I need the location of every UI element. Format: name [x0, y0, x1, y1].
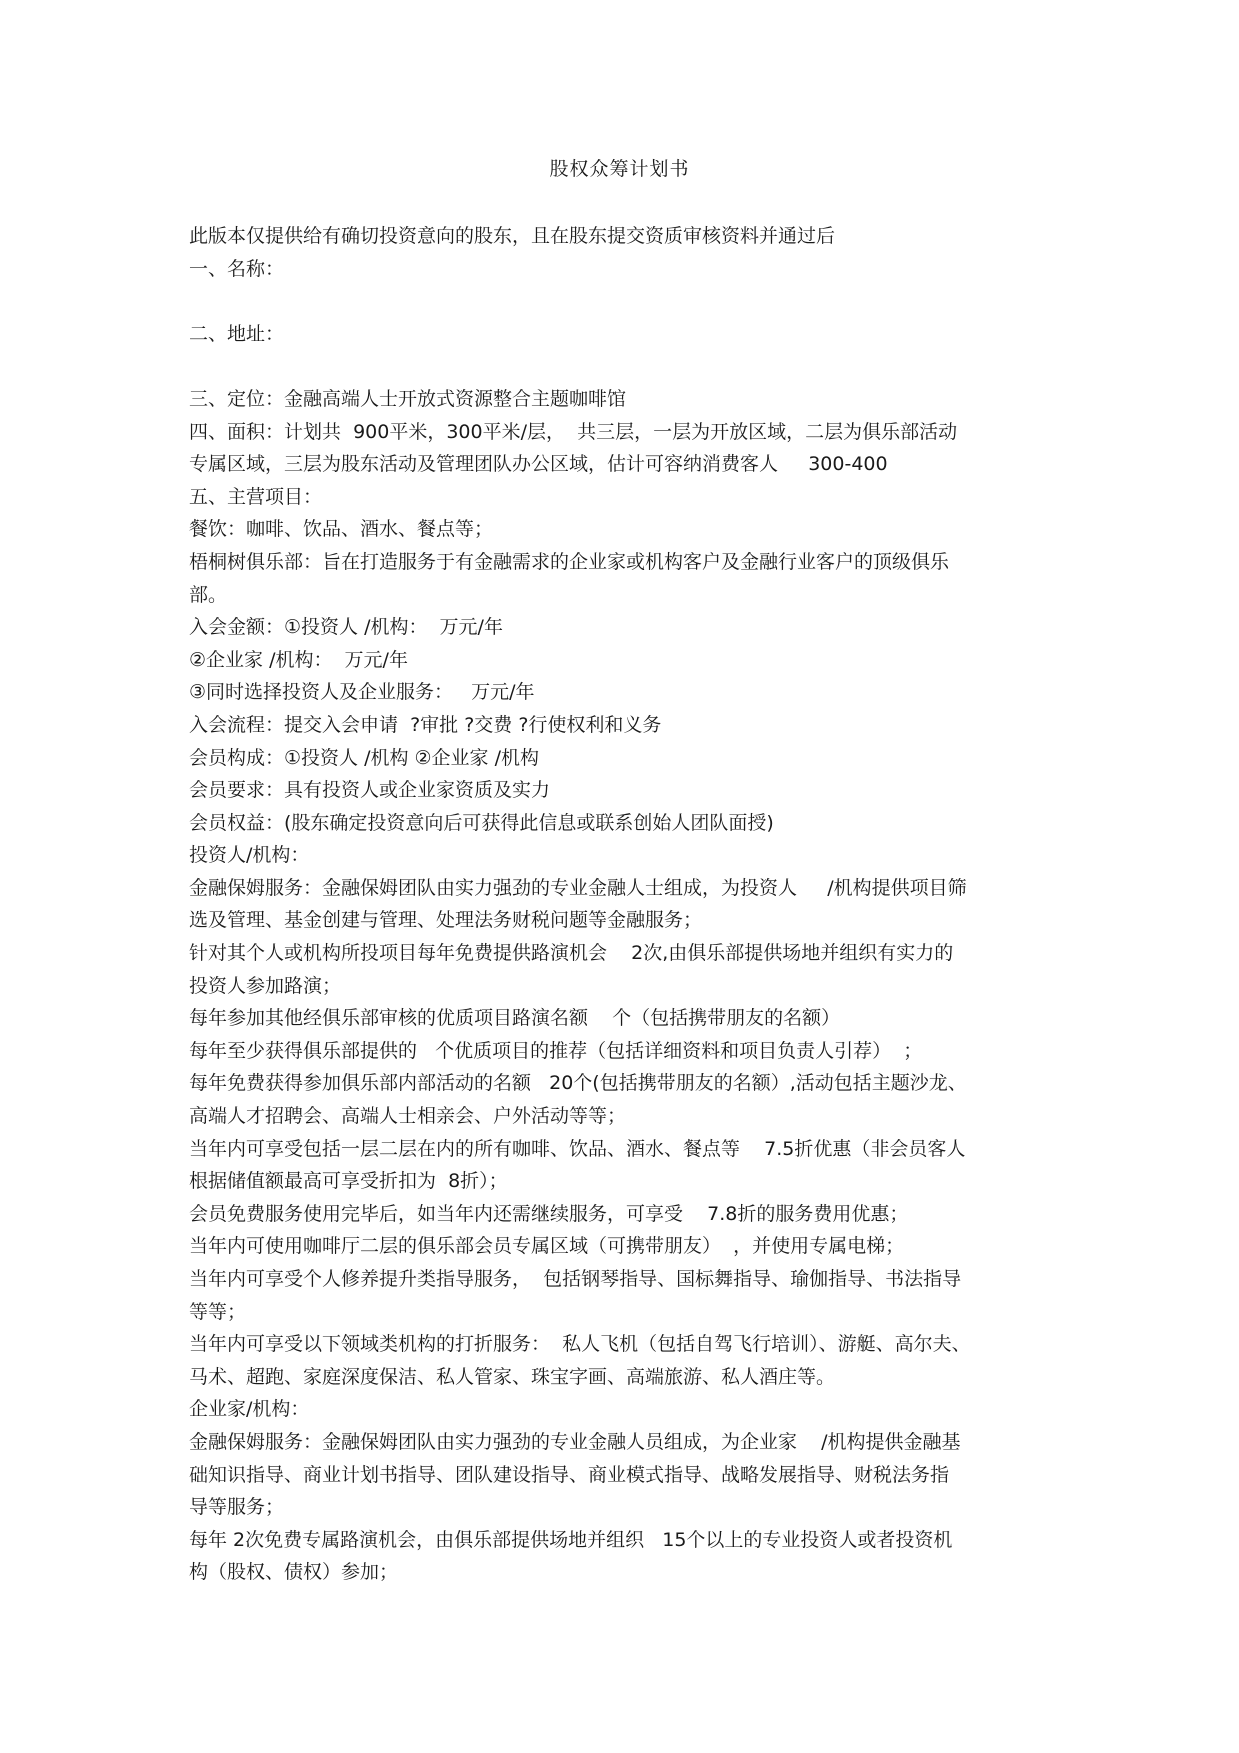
document-line: 金融保姆服务：金融保姆团队由实力强劲的专业金融人员组成，为企业家 /机构提供金融基 [189, 1430, 961, 1453]
document-line: 当年内可享受包括一层二层在内的所有咖啡、饮品、酒水、餐点等 7.5折优惠（非会员客人 [189, 1137, 966, 1160]
document-line: 每年免费获得参加俱乐部内部活动的名额 20个(包括携带朋友的名额）,活动包括主题沙龙、 [189, 1072, 967, 1095]
document-line: 础知识指导、商业计划书指导、团队建设指导、商业模式指导、战略发展指导、财税法务指 [189, 1463, 950, 1486]
document-line: 专属区域，三层为股东活动及管理团队办公区域，估计可容纳消费客人 300-400 [189, 453, 888, 476]
document-line: 每年至少获得俱乐部提供的 个优质项目的推荐（包括详细资料和项目负责人引荐） ； [189, 1039, 923, 1062]
document-line: 投资人参加路演； [189, 974, 342, 997]
document-line: 根据储值额最高可享受折扣为 8折）； [189, 1170, 508, 1193]
document-line: 三、定位：金融高端人士开放式资源整合主题咖啡馆 [189, 387, 627, 410]
document-line: 会员免费服务使用完毕后，如当年内还需继续服务，可享受 7.8折的服务费用优惠； [189, 1202, 909, 1225]
document-line: ③同时选择投资人及企业服务： 万元/年 [189, 681, 535, 704]
document-line: 入会流程：提交入会申请 ?审批 ?交费 ?行使权利和义务 [189, 713, 662, 736]
document-line: 二、地址： [189, 322, 285, 345]
document-line: 每年参加其他经俱乐部审核的优质项目路演名额 个（包括携带朋友的名额） [189, 1007, 841, 1030]
document-body [189, 220, 1061, 1589]
document-line: 一、名称： [189, 257, 285, 280]
document-line: ②企业家 /机构： 万元/年 [189, 648, 408, 671]
document-line: 当年内可使用咖啡厅二层的俱乐部会员专属区域（可携带朋友） ，并使用专属电梯； [189, 1235, 905, 1258]
document-line: 入会金额：①投资人 /机构： 万元/年 [189, 616, 503, 639]
document-line: 每年 2次免费专属路演机会，由俱乐部提供场地并组织 15个以上的专业投资人或者投资机 [189, 1528, 953, 1551]
document-line: 企业家/机构： [189, 1398, 310, 1421]
document-line: 当年内可享受以下领域类机构的打折服务： 私人飞机（包括自驾飞行培训）、游艇、高尔夫、 [189, 1333, 971, 1356]
document-line: 此版本仅提供给有确切投资意向的股东，且在股东提交资质审核资料并通过后 [189, 225, 836, 247]
document-line: 梧桐树俱乐部：旨在打造服务于有金融需求的企业家或机构客户及金融行业客户的顶级俱乐 [189, 550, 950, 573]
document-line [189, 350, 1061, 383]
document-line: 会员权益：(股东确定投资意向后可获得此信息或联系创始人团队面授) [189, 811, 774, 834]
document-line [189, 285, 1061, 318]
document-line: 高端人才招聘会、高端人士相亲会、户外活动等等； [189, 1105, 627, 1128]
document-line: 构（股权、债权）参加； [189, 1561, 399, 1584]
document-line: 餐饮：咖啡、饮品、酒水、餐点等； [189, 518, 494, 541]
document-line: 当年内可享受个人修养提升类指导服务， 包括钢琴指导、国标舞指导、瑜伽指导、书法指导 [189, 1268, 962, 1290]
document-title: 股权众筹计划书 [549, 158, 690, 180]
document-line: 金融保姆服务：金融保姆团队由实力强劲的专业金融人士组成，为投资人 /机构提供项目筛 [189, 876, 967, 899]
document-line: 部。 [189, 583, 228, 606]
document-line: 等等； [189, 1300, 247, 1323]
document-line: 选及管理、基金创建与管理、处理法务财税问题等金融服务； [189, 909, 703, 932]
document-line: 五、主营项目： [189, 485, 323, 508]
document-line: 导等服务； [189, 1496, 285, 1519]
document-line: 针对其个人或机构所投项目每年免费提供路演机会 2次,由俱乐部提供场地并组织有实力的 [189, 942, 954, 965]
document-line: 马术、超跑、家庭深度保洁、私人管家、珠宝字画、高端旅游、私人酒庄等。 [189, 1365, 836, 1388]
document-line: 会员构成：①投资人 /机构 ②企业家 /机构 [189, 746, 539, 769]
document-line: 四、面积：计划共 900平米，300平米/层， 共三层，一层为开放区域，二层为俱乐部活动 [189, 420, 958, 443]
document-line: 投资人/机构： [189, 844, 310, 867]
document-line: 会员要求：具有投资人或企业家资质及实力 [189, 779, 551, 802]
